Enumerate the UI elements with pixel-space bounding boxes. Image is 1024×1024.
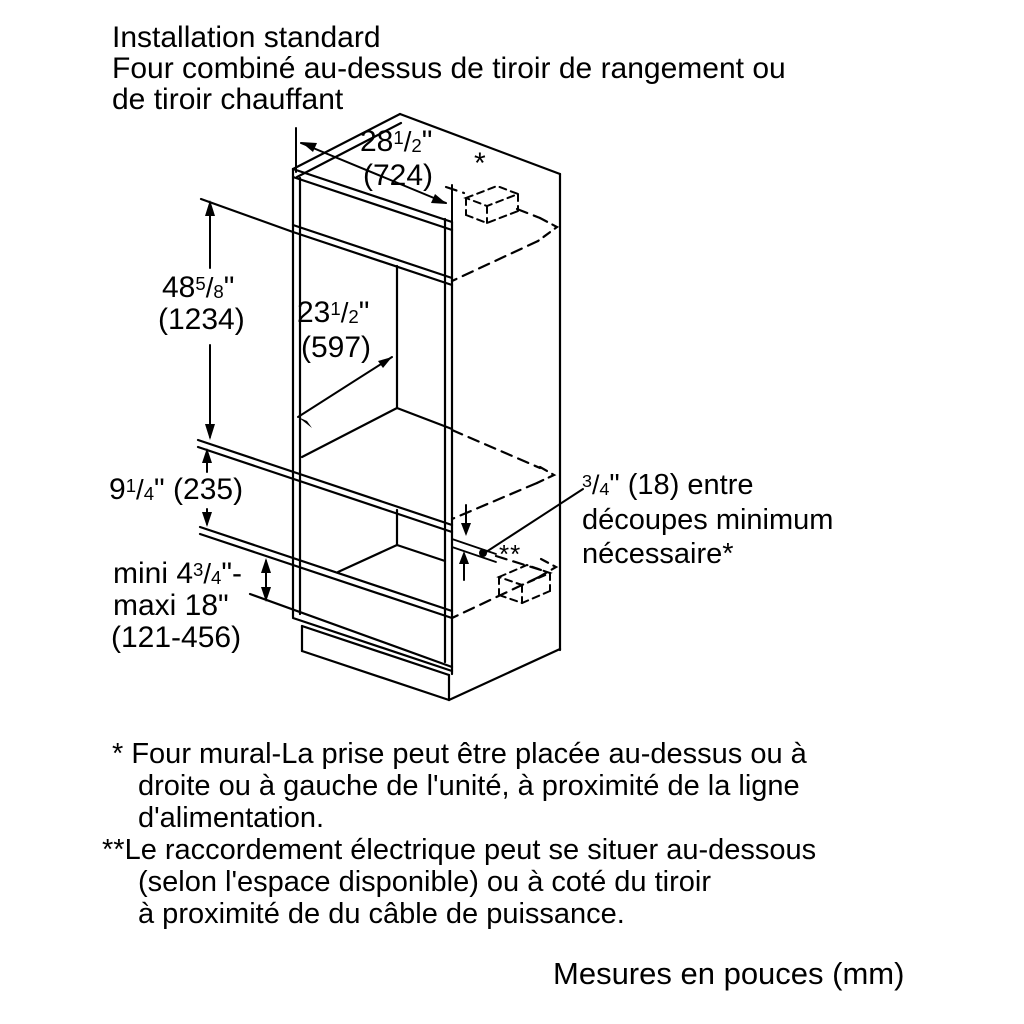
footnote-line1: * Four mural-La prise peut être placée au-dessus ou à — [112, 738, 807, 770]
units-note: Mesures en pouces (mm) — [553, 956, 905, 991]
junction-marker: ** — [499, 539, 522, 569]
dim-bottom-range-line3: (121-456) — [111, 621, 242, 654]
cabinet-front-face — [198, 169, 452, 674]
dim-depth-inches: 23$^1$/2" — [297, 296, 370, 329]
page-title-line2: Four combiné au-dessus de tiroir de rangement ou — [112, 52, 786, 85]
leader-dot — [479, 549, 487, 557]
footnote-line5: (selon l'espace disponible) ou à coté du tiroir — [138, 866, 711, 898]
outlet-marker: * — [474, 147, 486, 180]
page-title-line3: de tiroir chauffant — [112, 83, 344, 116]
section-chevrons — [537, 218, 557, 577]
dimension-lines — [207, 125, 583, 599]
junction-box-side — [499, 565, 550, 603]
dim-width-inches: 28$^1$/2" — [360, 125, 433, 158]
dim-drawer-height: 9$^1$/4" (235) — [109, 473, 244, 506]
dim-height-mm: (1234) — [158, 303, 245, 336]
gap-note-line3: nécessaire* — [582, 538, 734, 570]
footnote-line4: **Le raccordement électrique peut se situer au-dessous — [102, 834, 817, 866]
dim-height-inches: 48$^5$/8" — [162, 271, 235, 304]
drawer-cavity-interior — [338, 510, 445, 572]
dim-width-mm: (724) — [363, 159, 434, 192]
dim-bottom-range-line1: mini 4$^3$/4"- — [113, 557, 243, 590]
gap-note-line1: $^3$/4" (18) entre — [582, 469, 754, 501]
dim-bottom-range-line2: maxi 18" — [113, 589, 229, 622]
page-title-line1: Installation standard — [112, 21, 381, 54]
footnote-line6: à proximité de du câble de puissance. — [138, 898, 625, 930]
outlet-junction-box-top — [466, 186, 518, 223]
footnote-line3: d'alimentation. — [138, 802, 325, 834]
gap-note-line2: découpes minimum — [582, 504, 834, 536]
footnote-line2: droite ou à gauche de l'unité, à proximité de la ligne — [138, 770, 800, 802]
dim-depth-mm: (597) — [301, 331, 372, 364]
